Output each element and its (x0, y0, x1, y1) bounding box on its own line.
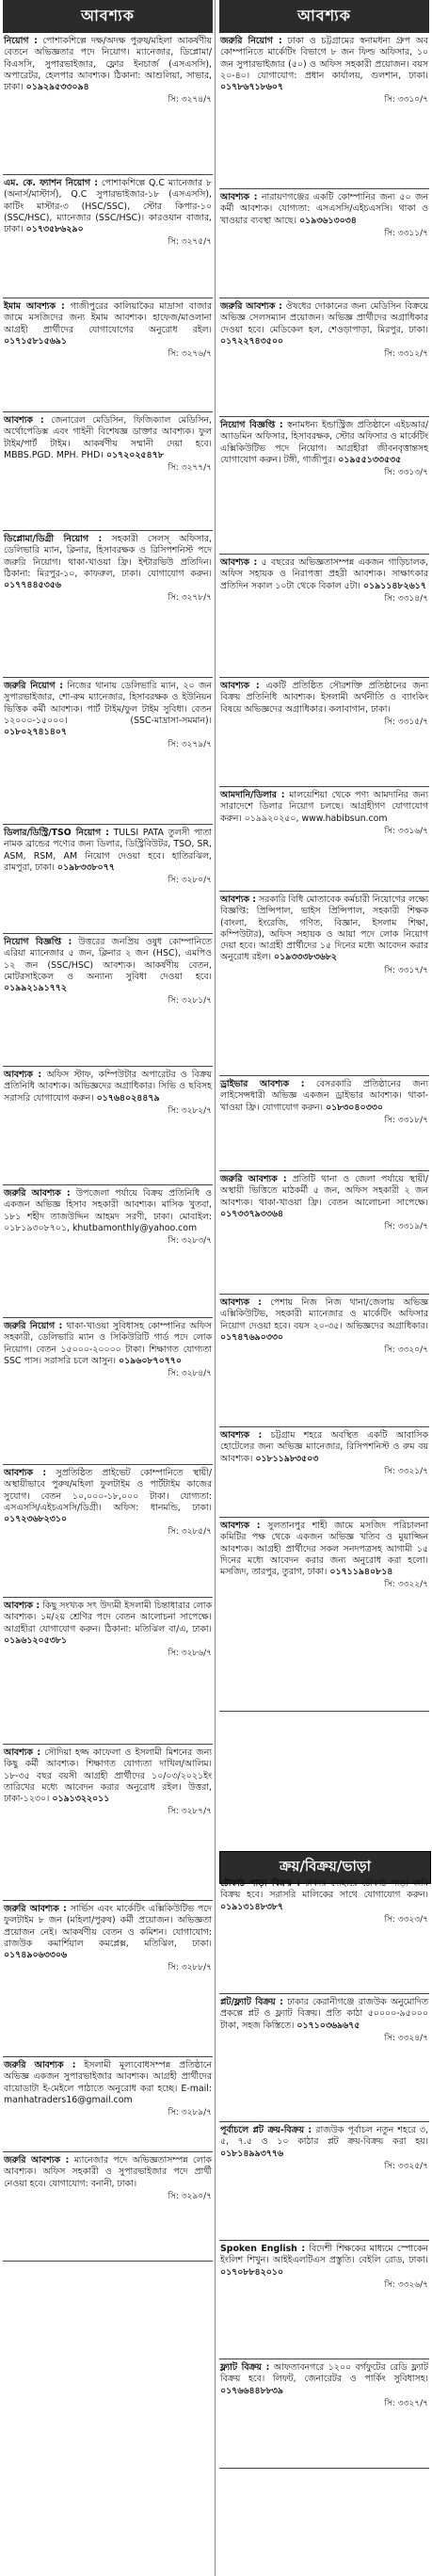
ad-title: পূর্বাচলে প্লট ক্রয়-বিক্রয় : (220, 2125, 312, 2135)
ad-reference: সি: ৩২৭৬/৭ (168, 349, 212, 360)
ad-phone: ০১৭৬৪০২৪৪৭৯ (96, 1092, 160, 1103)
left-ads-list (3, 33, 213, 2262)
column-divider (215, 0, 216, 2576)
ad-body: সুলতানপুর শাহী জামে মসজিদ পরিচালনা কমিটির পক্ষ থেকে একজন অভিজ্ঞ খতিব ও মুয়াজ্জিন আবশ্যক। আগ্রহী প্রার্থীদের সকল সনদপত্রসহ আগামী ১৫ দিনের মধ্যে আবেদন করার জন্য অনুরোধ করা হলো। মসজিদ, তারপুর, তুরাগ, ঢাকা। (220, 1521, 428, 1578)
right-section-header: আবশ্যক (219, 0, 429, 33)
ad-body: সার্ভিস এবং মার্কেটিং এক্সিকিউটিভ পদে ফুলটাইম ৮ জন (মহিলা/পুরুষ) কর্মী প্রয়োজন। অভিজ্ঞতা প্রয়োজন নেই। আকর্ষণীয় বেতন ও কমিশন। যোগাযোগ: রাজউক কমার্শিয়াল কমপ্লেক্স, মতিঝিল, ঢাকা। (4, 1904, 212, 1949)
ad-phone: ০১৭২২৭৪৩৫০০ (220, 335, 284, 346)
ad-title: জরুরি আবশ্যক : (4, 2060, 76, 2070)
ad-reference: সি: ৩২৮৯/৭ (168, 2108, 212, 2118)
ad-body: সহকারী সেলস্ অফিসার, ডেলিভারি ম্যান, ক্লিনার, হিসাবরক্ষক ও রিসিপশনিস্ট পদে জরুরি নিয়োগ। থাকা-খাওয়া ফ্রি। ইন্টারভিউ প্রতিদিন। ঠিকানা: মিরপুর-১০, কাফরুল, ঢাকা। যোগাযোগ করুন। (4, 534, 213, 579)
ad-title: Spoken English : (220, 2244, 306, 2254)
classified-ad (219, 2359, 429, 2469)
ad-title: আবশ্যক : (4, 1747, 41, 1758)
ad-title: আবশ্যক : (220, 1521, 261, 1531)
ad-reference: সি: ৩২৮১/৭ (168, 996, 212, 1006)
classified-ad (3, 1185, 213, 1318)
ad-title: আবশ্যক : (220, 1297, 263, 1308)
ad-phone: ০১৭৩৫৮৬২৯০ (25, 224, 84, 235)
ad-reference: সি: ৩২৯০/৭ (168, 2191, 212, 2201)
ad-body: রাজউক পূর্বাচল নতুন শহরে ৩, ৫, ৭.৫ ও ১০ কাঠার প্লট ক্রয়-বিক্রয় করা হয়। (220, 2125, 428, 2148)
classified-ad (3, 531, 213, 678)
ad-phone: ০১৭৪৭৬৯০৩৩০ (220, 1331, 284, 1343)
classified-ad (219, 1518, 429, 1712)
ad-reference: সি: ৩২৭৪/৭ (168, 95, 212, 105)
ad-reference: সি: ৩৩১০/৭ (384, 95, 428, 105)
classified-ad (219, 417, 429, 555)
ad-body: সরকারি বিধি মোতাবেক কর্মচারী নিয়োগের লক্ষ্যে বিজ্ঞপ্তি: প্রিন্সিপাল, ভাইস প্রিন্সিপাল, সহকারী শিক্ষক (বাংলা, ইংরেজি, গণিত, বিজ্ঞান, ইসলাম শিক্ষা, কম্পিউটার), অফিস সহায়ক ও আয়া পদে লোক নিয়োগ দেয়া হবে। আগ্রহী প্রার্থীদের ১৫ দিনের মধ্যে আবেদন করার অনুরোধ রইল। (220, 894, 429, 963)
classified-ad (3, 175, 213, 298)
ad-body: প্রতিটি থানা ও জেলা পর্যায়ে স্থায়ী/অস্থায়ী ভিত্তিতে মাঠকর্মী ৫ জন, অফিস সহকারী ২ জন আবশ্যক। থাকা-খাওয়া ফ্রি। বেতন আলোচনা সাপেক্ষে। (220, 1174, 428, 1208)
ad-reference: সি: ৩২৮০/৭ (168, 876, 212, 886)
ad-title: ডিলার/ডিস্ট্রি/TSO নিয়োগ : (4, 828, 109, 838)
classified-ad (219, 1076, 429, 1171)
ad-reference: সি: ৩৩১১/৭ (384, 228, 428, 238)
ad-body: ৫ বছরের অভিজ্ঞতাসম্পন্ন একজন গাড়িচালক, অফিস সহায়ক ও নিরাপত্তা প্রহরী আবশ্যক। সাক্ষাৎকার প্রতিদিন সকাল ১০টা থেকে বিকাল ৫টা। (220, 557, 428, 591)
classified-ad (3, 412, 213, 531)
ad-reference: সি: ৩৩১৩/৭ (384, 468, 428, 478)
ad-body: ঢাকা ও চট্টগ্রামের স্বনামধন্য গ্রুপ অব কোম্পানিতে মার্কেটিং বিভাগে ৮ জন ফিল্ড অফিসার, ১০ জন সুপারভাইজার (৫০) ও অফিস সহকারী প্রয়োজন। বয়স ২০-৪০। যোগাযোগ: প্রধান কার্যালয়, গুলশান, ঢাকা। (220, 36, 428, 81)
ad-reference: সি: ৩৩১৯/৭ (384, 1222, 428, 1232)
ad-title: ড্রাইভার আবশ্যক : (220, 1079, 305, 1089)
classified-ad (219, 33, 429, 189)
classified-ad (3, 1067, 213, 1185)
ad-reference: সি: ৩৩১২/৭ (384, 349, 428, 360)
ad-body: ঢাকার দোহারে চৌকাঠ পাড়া জমি বিক্রয় হবে। সরাসরি মালিকের সাথে যোগাযোগ করুন। (220, 1878, 428, 1901)
ad-reference: সি: ৩৩২৬/৭ (384, 2279, 428, 2290)
ad-phone: ০১৭৮৬৭১৮৬০৭ (220, 82, 284, 93)
ad-phone: ০১৯৬১২০৫৩৮১ (4, 1634, 67, 1646)
ad-title: চৌকাঠ পাড়া বিক্রয় : (220, 1878, 301, 1889)
classified-ad (219, 1295, 429, 1427)
classified-ad (219, 1994, 429, 2122)
ad-title: জরুরি নিয়োগ : (220, 36, 282, 46)
ad-title: জরুরি নিয়োগ : (4, 1321, 63, 1331)
classified-ad (219, 2241, 429, 2359)
ad-reference: সি: ৩২৭৭/৭ (168, 463, 212, 474)
ad-title: জরুরি আবশ্যক : (4, 1904, 67, 1914)
classified-ad (3, 1465, 213, 1598)
ad-body: চট্টগ্রাম শহরে অবস্থিত একটি আবাসিক হোটেলের জন্য অভিজ্ঞ ম্যানেজার, রিসিপশনিস্ট ও রুম বয় আবশ্যক। (220, 1430, 428, 1464)
ad-reference: সি: ৩৩২৫/৭ (384, 2161, 428, 2171)
classified-ad (3, 1901, 213, 2057)
buy-sell-rent-list (219, 1876, 429, 2469)
ad-reference: সি: ৩৩২১/৭ (384, 1466, 428, 1476)
ad-phone: ০১৮৩০৪০৩৩০ (325, 1102, 383, 1113)
ad-phone: ০১৭০৮৮৪২০১০ (220, 2266, 283, 2278)
ad-reference: সি: ৩২৮৪/৭ (168, 1369, 212, 1379)
ad-body: বেসরকারি প্রতিষ্ঠানের জন্য লাইসেন্সধারী অভিজ্ঞ একজন ড্রাইভার আবশ্যক। থাকা-খাওয়া ফ্রি। যোগাযোগ করুন। (220, 1079, 428, 1113)
ad-title: এম. কে. ফ্যাশন নিয়োগ : (4, 178, 98, 188)
classified-ad (219, 787, 429, 892)
ad-reference: সি: ৩২৭৮/৭ (168, 593, 212, 604)
ad-phone: ০১৮১১৯৮৩৫০৩ (255, 1453, 319, 1464)
classified-ad (3, 33, 213, 175)
ad-title: ডিপ্লোমা/ডিগ্রী নিয়োগ : (4, 534, 103, 544)
classified-ad (219, 892, 429, 1076)
ad-phone: ০১৯১১৪৮২৬১৭ (362, 580, 426, 591)
classified-ad (219, 678, 429, 787)
ad-title: আবশ্যক : (220, 1430, 263, 1441)
left-column (3, 0, 213, 2262)
ad-phone: ০১৭২৩৬৮২৩১০ (4, 1514, 68, 1525)
classified-ad (219, 2122, 429, 2241)
ad-title: আবশ্যক : (4, 1468, 47, 1478)
ad-reference: সি: ৩৩১৭/৭ (384, 965, 428, 975)
ad-body: ম্যানেজার পদে অভিজ্ঞতাসম্পন্ন লোক আবশ্যক। অফিস সহকারী ও সুপারভাইজার পদে প্রার্থী নেওয়া হবে। যোগাযোগ: বনানী, ঢাকা। (4, 2155, 212, 2189)
classified-ad (3, 2057, 213, 2152)
ad-reference: সি: ৩২৮৭/৭ (168, 1807, 212, 1817)
classified-ad (3, 825, 213, 934)
classified-ad (3, 934, 213, 1067)
ad-phone: ০১৯৬০৮৭০৭৭০ (118, 1355, 182, 1366)
classified-ad (3, 298, 213, 412)
classified-ad (3, 2152, 213, 2262)
ad-title: ফ্ল্যাট বিক্রয় : (220, 2362, 270, 2373)
ad-body: জেনারেল মেডিসিন, ফিজিক্যাল মেডিসিন, অর্থোপেডিক্স এবং গাইনী বিশেষজ্ঞ ডাক্তার আবশ্যক। ফুল টাইম/পার্ট টাইম। আকর্ষণীয় সম্মানী দেয়া হবে। MBBS.PGD. MPH. PHD। (4, 415, 212, 460)
ad-reference: সি: ৩৩১৫/৭ (384, 716, 428, 727)
ad-title: জরুরি আবশ্যক : (220, 1174, 287, 1184)
ad-title: আবশ্যক : (220, 192, 258, 202)
ad-phone: ০১৭১৫৮১৫৬৯১ (4, 335, 67, 346)
ad-body: পেশায় নিজ নিজ থানা/জেলায় অভিজ্ঞ এক্সিকিউটিভ, সহকারী ম্যানেজার ও মার্কেটিং অফিসার নিয়োগ দেওয়া হবে। বয়স ২০-৩৫। অভিজ্ঞদের অগ্রাধিকার। (220, 1297, 428, 1331)
ad-body: সুপ্রতিষ্ঠিত প্রাইভেট কোম্পানিতে স্থায়ী/অস্থায়ীভাবে পুরুষ/মহিলা ফুলটাইম ও পার্টটাইম কাজের সুযোগ। বেতন ১০,০০০-১৮,০০০ টাকা। যোগ্যতা: এসএসসি/এইচএসসি/ডিগ্রী। অফিস: ধানমন্ডি, ঢাকা। (4, 1468, 212, 1513)
ad-title: প্লট/ফ্ল্যাট বিক্রয় : (220, 1997, 283, 2007)
ad-title: আবশ্যক : (220, 681, 260, 691)
ad-phone: ০১৯৮৩৩৮০৭৭ (56, 861, 115, 873)
ad-phone: ০১৮০২৭৪১৪০৭ (4, 727, 67, 738)
ad-body: মালয়েশিয়া থেকে পণ্য আমদানির জন্য সারাদেশে ডিলার নিয়োগ চলছে। আগ্রহীগণ যোগাযোগ করুন। ০১৯৯২০২৫০, www.habibsun.com (220, 790, 428, 824)
ad-title: আবশ্যক : (220, 557, 258, 568)
ad-title: জরুরি নিয়োগ : (4, 681, 63, 691)
ad-body: ঔষধের দোকানের জন্য মেডিসিন বিক্রয়ে অভিজ্ঞ সেলসম্যান প্রয়োজন। অভিজ্ঞ প্রার্থীদের অগ্রাধিকার দেওয়া হবে। মেডিকেল হল, শেওড়াপাড়া, মিরপুর, ঢাকা। (220, 301, 429, 335)
ad-title: ইমাম আবশ্যক : (4, 301, 65, 312)
ad-body: TULSI PATA তুলসী পাতা নামক ব্রান্ডের পণ্যের জন্য ডিলার, ডিস্ট্রিবিউটর, TSO, SR, ASM, RSM, AM নিয়োগ দেওয়া হবে। হাতিরঝিল, রামপুরা, ঢাকা। (4, 828, 212, 873)
ad-body: পোশাকশিল্পে Q.C ম্যানেজার ৮ (অনার্স/মাস্টার্স), Q.C সুপারভাইজার-১৮ (এসএসসি), কাটিং মাস্টার-৩ (HSC/SSC), স্টোর কিপার-১০ (SSC/HSC), ম্যানেজার (SSC/HSC)। কারওয়ান বাজার, ঢাকা। (4, 178, 212, 235)
ad-body: নারায়ণগঞ্জের একটি কোম্পানির জন্য ৫০ জন কর্মী আবশ্যক। যোগ্যতা: এসএসসি/এইচএসসি। থাকা ও খাওয়ার ব্যবস্থা আছে। (220, 192, 428, 226)
ad-reference: সি: ৩৩২৩/৭ (384, 1914, 428, 1924)
ad-phone: ০১৮১৪৯৯৩৭৭৬ (220, 2148, 283, 2159)
ad-phone: ০১৭৬৬৪৪৮৮৩৯ (220, 2385, 283, 2396)
ad-phone: ০১৭১০৩৬৯৬৭৫ (296, 2020, 360, 2031)
left-section-header: আবশ্যক (3, 0, 213, 33)
right-ads-list (219, 33, 429, 1712)
ad-reference: সি: ৩৩২৭/৭ (384, 2398, 428, 2408)
classified-ad (219, 1427, 429, 1518)
ad-title: আমদানি/ডিলার : (220, 790, 285, 800)
ad-body: কিছু সংখ্যক সৎ উদ্যমী ইসলামী চিন্তাধারার লোক আবশ্যক। ১ম/২য় শ্রেণির পদে বেতন আলোচনা সাপেক্ষে। আগ্রহীরা যোগাযোগ করুন। ঠিকানা: মতিঝিল বা/এ, ঢাকা। (4, 1601, 213, 1634)
ad-phone: ০১৯১৩১৪৮৩৮৭ (220, 1901, 283, 1912)
ad-phone: ০১৯৯২১৯১৭৭২ (4, 983, 67, 994)
ad-body: ইসলামী মূল্যবোধসম্পন্ন প্রতিষ্ঠানে অভিজ্ঞ একজন সুপারভাইজার আবশ্যক। আগ্রহী প্রার্থীদের বায়োডাটা ই-মেইলে পাঠাতে অনুরোধ করা হচ্ছে। E-mail: manhatraders16@gmail.com (4, 2060, 212, 2105)
ad-phone: ০১৭৭৪৪৫৩৫৬ (4, 580, 61, 591)
ad-body: থাকা-খাওয়া সুবিধাসহ কোম্পানির অফিস সহকারী, ডেলিভারি ম্যান ও সিকিউরিটি গার্ড পদে লোক নিয়োগ। বেতন ১৫০০০-২০০০০ টাকা। শিক্ষাগত যোগ্যতা SSC পাস। সরাসরি চলে আসুন। (4, 1321, 212, 1366)
ad-reference: সি: ৩৩১৪/৭ (384, 593, 428, 604)
ad-body: নিজের থানায় ডেলিভারি ম্যান, ২০ জন সুপারভাইজার, শো-রুম ম্যানেজার, হিসাবরক্ষক ও ইউনিয়ন ভিত্তিক কর্মী আবশ্যক। পার্ট টাইম/ফুল টাইম সুবিধা। বেতন ১২০০০-১৫০০০। (SSC-মাদ্রাসা-সমমান)। (4, 681, 212, 726)
classified-ad (3, 1598, 213, 1745)
ad-phone: ০১৯১৩২২০১১ (52, 1794, 110, 1805)
ad-reference: সি: ৩২৮৮/৭ (168, 1963, 212, 1973)
ad-title: আবশ্যক : (4, 1601, 40, 1611)
ad-reference: সি: ৩২৮৬/৭ (168, 1649, 212, 1659)
classified-ad (3, 1318, 213, 1465)
ad-body: আফতাবনগরে ১২০০ বর্গফুটের রেডি ফ্ল্যাট বিক্রয় হবে। লিফট, জেনারেটর ও পার্কিং সুবিধাসহ। (220, 2362, 429, 2385)
buy-sell-rent-header: ক্রয়/বিক্রয়/ভাড়া (219, 1851, 431, 1884)
ad-title: আবশ্যক : (220, 894, 256, 905)
ad-reference: সি: ৩২৮২/৭ (168, 1105, 212, 1116)
classified-ad (219, 189, 429, 298)
ad-body: একটি প্রতিষ্ঠিত সৌরশক্তি প্রতিষ্ঠানের জন্য বিক্রয় প্রতিনিধি আবশ্যক। ইসলামী অর্থনীতি ও ব্যাংকিং বিষয়ে অভিজ্ঞদের অগ্রাধিকার। কলাবাগান, ঢাকা। (220, 681, 428, 715)
ad-phone: ০১৯৩৬১৩০৩৪ (298, 215, 357, 226)
ad-phone: ০১৯৩৩৩৮৩৬৮২ (273, 952, 337, 963)
ad-body: ঢাকার কেরানীগঞ্জে রাজউক অনুমোদিত প্রকল্পে প্লট ও ফ্ল্যাট বিক্রয়। প্রতি কাঠা ৫০০০০-৯৫০০০ টাকা, সহজ কিস্তিতে। (220, 1997, 428, 2031)
ad-body: সৌদিয়া হজ্জ কাফেলা ও ইসলামী মিশনের জন্য কিছু কর্মী আবশ্যক। শিক্ষাগত যোগ্যতা দাখিল/আলিম। ১৮-৩৫ বছর বয়সী আগ্রহী প্রার্থীদের ১০/০৩/২০২১ইং তারিখের মধ্যে আবেদন করার অনুরোধ রইল। উত্তরা, ঢাকা-১২৩০। (4, 1747, 212, 1805)
ad-reference: সি: ৩৩২০/৭ (384, 1345, 428, 1356)
ad-title: নিয়োগ : (4, 36, 38, 46)
ad-title: জরুরি আবশ্যক : (220, 301, 282, 312)
ad-body: অফিস স্টাফ, কম্পিউটার অপারেটর ও বিক্রয় প্রতিনিধি আবশ্যক। অভিজ্ঞদের অগ্রাধিকার। সিভি ও ছবিসহ সরাসরি যোগাযোগ করুন। (4, 1070, 212, 1103)
ad-title: আবশ্যক : (4, 1070, 42, 1080)
ad-reference: সি: ৩৩২২/৭ (384, 1580, 428, 1590)
ad-phone: ০১৯৫৫১৩৩৫৩৫ (338, 454, 402, 465)
classified-ad (219, 1171, 429, 1295)
ad-reference: সি: ৩২৭৯/৭ (168, 740, 212, 750)
ad-reference: সি: ৩২৭৫/৭ (168, 237, 212, 248)
classified-ad (219, 555, 429, 678)
ad-body: উত্তরের জনপ্রিয় ওষুধ কোম্পানিতে এরিয়া ম্যানেজার ৫ জন, ক্লিনার ২ জন (HSC), এমপিও ১২ জন (SSC/HSC) আবশ্যক। আকর্ষণীয় বেতন, মোটরসাইকেল ও অন্যান্য সুবিধা দেওয়া হবে। (4, 937, 213, 982)
ad-reference: সি: ৩৩১৬/৭ (384, 826, 428, 836)
ad-reference: সি: ৩৩২৪/৭ (384, 2033, 428, 2043)
right-column (219, 0, 429, 1712)
ad-phone: ০১৭৩৩৭৯৩৩৬৪ (220, 1208, 284, 1219)
ad-title: জরুরি আবশ্যক : (4, 2155, 70, 2165)
classified-ad (3, 1745, 213, 1901)
ad-body: স্বনামধন্য ইন্ডাস্ট্রিজ প্রতিষ্ঠানে এইচআর/অ্যাডমিন অফিসার, হিসাবরক্ষক, স্টোর অফিসার ও মার্কেটিং এক্সিকিউটিভ পদে নিয়োগ। আগ্রহীরা জীবনবৃত্তান্তসহ যোগাযোগ করুন। টঙ্গী, গাজীপুর। (220, 420, 429, 465)
ad-title: আবশ্যক : (4, 415, 44, 426)
ad-phone: ০১৭৪৯০৬৩৩০৬ (4, 1950, 68, 1961)
ad-body: গাজীপুরের কালিয়াকৈর মাদ্রাসা বাজার জামে মসজিদের জন্য ইমাম আবশ্যক। হাফেজ/মাওলানা আগ্রহী প্রার্থীদের যোগাযোগের অনুরোধ রইল। (4, 301, 213, 335)
classified-ad (219, 1876, 429, 1994)
ad-reference: সি: ৩২৮৫/৭ (168, 1527, 212, 1538)
classified-ad (3, 678, 213, 825)
ad-phone: ০১৭২০২৫৪৭৮ (105, 449, 164, 460)
ad-body: পোশাকশিল্পে দক্ষ/অদক্ষ পুরুষ/মহিলা আকর্ষণীয় বেতনে অভিজ্ঞতার পদে নিয়োগ। ম্যানেজার, ডিপ্লোমা/বিএসসি, সুপারভাইজার, ফ্লোর ইনচার্জ (এসএসসি), অপারেটর, হেলপার আবশ্যক। ঠিকানা: আশুলিয়া, সাভার, ঢাকা। (4, 36, 212, 93)
ad-title: নিয়োগ বিজ্ঞপ্তি : (220, 420, 283, 430)
ad-reference: সি: ৩২৮৩/৭ (168, 1236, 212, 1247)
ad-reference: সি: ৩৩১৮/৭ (384, 1115, 428, 1125)
ad-body: উপজেলা পর্যায়ে বিক্রয় প্রতিনিধি ও একজন অভিজ্ঞ হিসাব সহকারী আবশ্যক। মাসিক খুতবা, ১৮১ শহীদ তাজউদ্দিন আহমদ সরণী, ঢাকা। মোবাইল: ০১৮১৯৩০৮৭০১, khutbamonthly@yahoo.com (4, 1188, 212, 1233)
ad-title: জরুরি আবশ্যক : (4, 1188, 71, 1199)
ad-title: নিয়োগ বিজ্ঞপ্তি : (4, 937, 72, 947)
classified-ad (219, 298, 429, 417)
ad-body: বিদেশী শিক্ষকের মাধ্যমে স্পোকেন ইংলিশ শিখুন। আইইএলটিএস প্রস্তুতি। বেইলি রোড, ঢাকা। (220, 2244, 429, 2266)
ad-phone: ০১৭১১৯৪০৮১৪ (329, 1567, 393, 1578)
ad-phone: ০১৯২৯৫৩৩০৯৪ (25, 82, 89, 93)
